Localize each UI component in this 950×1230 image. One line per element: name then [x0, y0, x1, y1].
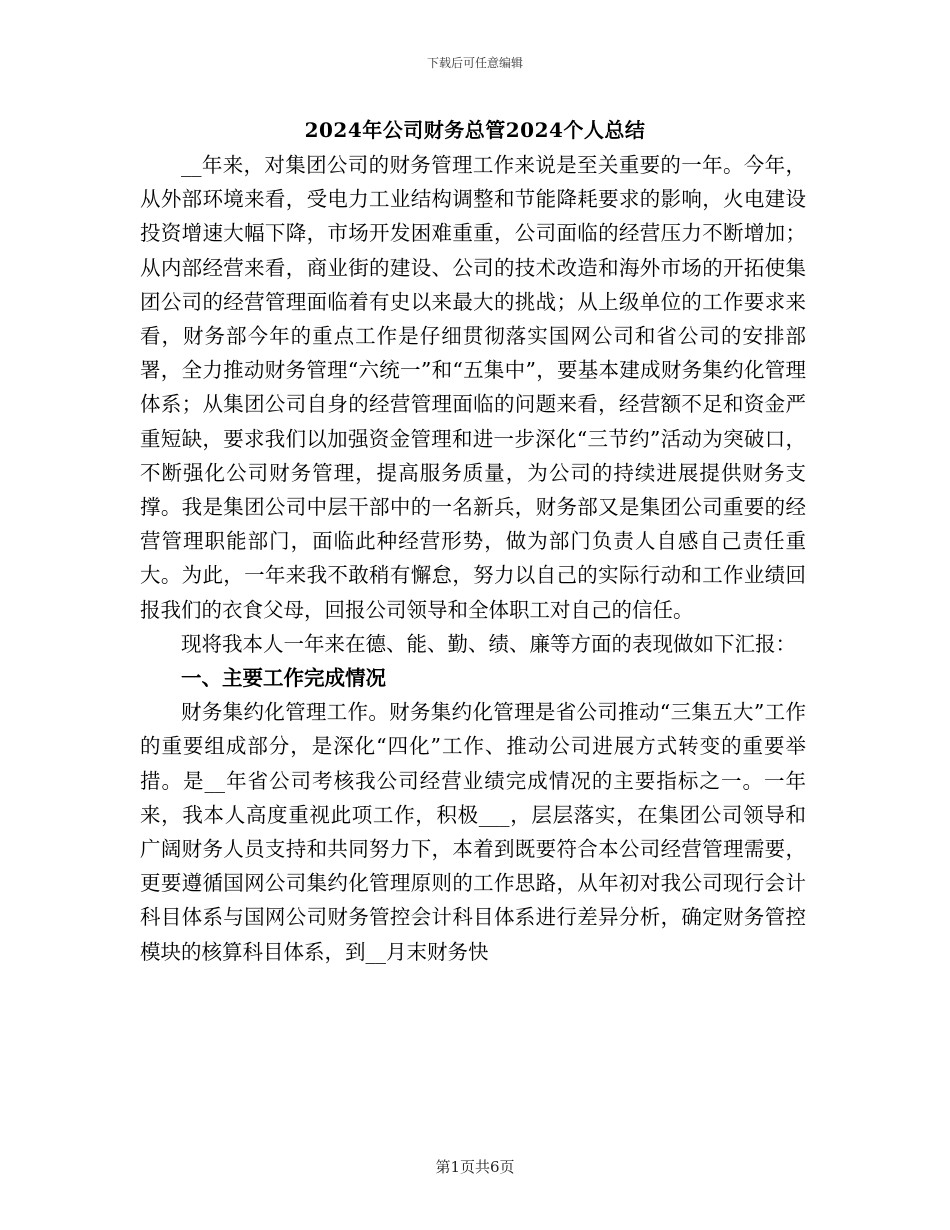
page-footer: 第1页共6页	[435, 1158, 515, 1176]
header-note: 下载后可任意编辑	[426, 56, 523, 70]
document-title: 2024年公司财务总管2024个人总结	[304, 118, 646, 142]
document-body	[140, 148, 806, 969]
paragraph-intro: __年来，对集团公司的财务管理工作来说是至关重要的一年。今年，从外部环境来看，受电力工业结构调整和节能降耗要求的影响，火电建设投资增速大幅下降，市场开发困难重重，公司面临的经营压力不断增加；从内部经营来看，商业街的建设、公司的技术改造和海外市场的开拓使集团公司的经营管理面临着有史以来最大的挑战；从上级单位的工作要求来看，财务部今年的重点工作是仔细贯彻落实国网公司和省公司的安排部署，全力推动财务管理“六统一”和“五集中”，要基本建成财务集约化管理体系；从集团公司自身的经营管理面临的问题来看，经营额不足和资金严重短缺，要求我们以加强资金管理和进一步深化“三节约”活动为突破口，不断强化公司财务管理，提高服务质量，为公司的持续进展提供财务支撑。我是集团公司中层干部中的一名新兵，财务部又是集团公司重要的经营管理职能部门，面临此种经营形势，做为部门负责人自感自己责任重大。为此，一年来我不敢稍有懈怠，努力以自己的实际行动和工作业绩回报我们的衣食父母，回报公司领导和全体职工对自己的信任。	[140, 153, 806, 622]
paragraph-section: 财务集约化管理工作。财务集约化管理是省公司推动“三集五大”工作的重要组成部分，是深化“四化”工作、推动公司进展方式转变的重要举措。是__年省公司考核我公司经营业绩完成情况的主要指标之一。一年来，我本人高度重视此项工作，积极___，层层落实，在集团公司领导和广阔财务人员支持和共同努力下，本着到既要符合本公司经营管理需要，更要遵循国网公司集约化管理原则的工作思路，从年初对我公司现行会计科目体系与国网公司财务管控会计科目体系进行差异分析，确定财务管控模块的核算科目体系，到__月末财务快	[140, 700, 806, 964]
section-heading: 一、主要工作完成情况	[181, 666, 386, 691]
paragraph-report: 现将我本人一年来在德、能、勤、绩、廉等方面的表现做如下汇报：	[181, 631, 796, 656]
